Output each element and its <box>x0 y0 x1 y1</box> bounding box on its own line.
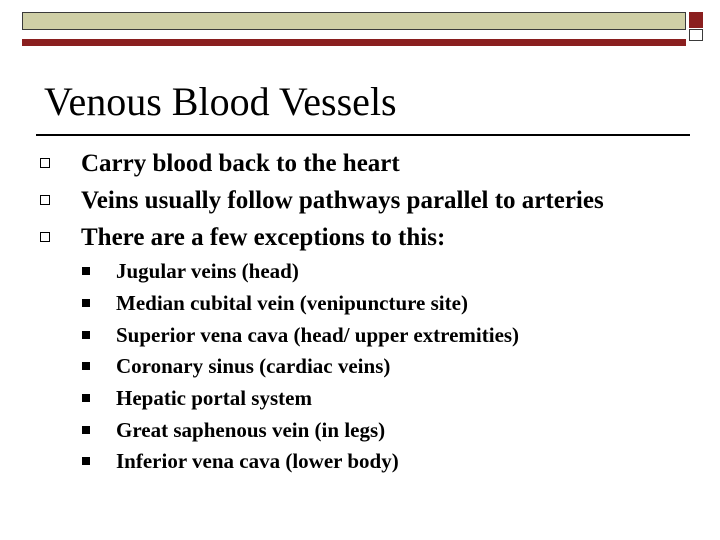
filled-square-icon <box>82 426 90 434</box>
bullet-item <box>0 183 720 219</box>
sub-bullet-item <box>0 255 720 287</box>
filled-square-icon <box>82 394 90 402</box>
header-decoration-band <box>22 12 686 40</box>
bullet-text: There are a few exceptions to this: <box>81 224 446 251</box>
filled-square-icon <box>82 457 90 465</box>
filled-square-icon <box>82 362 90 370</box>
sub-bullet-text: Great saphenous vein (in legs) <box>116 418 386 442</box>
sub-bullet-item <box>0 382 720 414</box>
sub-bullet-text: Median cubital vein (venipuncture site) <box>116 291 468 315</box>
sub-bullet-text: Hepatic portal system <box>116 386 312 410</box>
corner-red-square <box>689 12 703 28</box>
bullet-item <box>0 146 720 182</box>
sub-bullet-text: Superior vena cava (head/ upper extremities) <box>116 323 520 347</box>
filled-square-icon <box>82 331 90 339</box>
filled-square-icon <box>82 267 90 275</box>
hollow-square-icon <box>40 195 50 205</box>
sub-bullet-item <box>0 414 720 446</box>
bullet-text: Veins usually follow pathways parallel to arteries <box>81 187 604 214</box>
filled-square-icon <box>82 299 90 307</box>
hollow-square-icon <box>40 158 50 168</box>
sub-bullet-item <box>0 319 720 351</box>
header-khaki-bar <box>22 12 686 30</box>
slide-title: Venous Blood Vessels <box>44 79 397 124</box>
corner-decoration <box>689 12 705 42</box>
sub-bullet-text: Jugular veins (head) <box>116 259 299 283</box>
bullet-item <box>0 220 720 256</box>
sub-bullet-text: Coronary sinus (cardiac veins) <box>116 354 391 378</box>
sub-bullet-item <box>0 287 720 319</box>
hollow-square-icon <box>40 232 50 242</box>
sub-bullet-item <box>0 350 720 382</box>
bullet-text: Carry blood back to the heart <box>81 150 400 177</box>
sub-bullet-text: Inferior vena cava (lower body) <box>116 449 399 473</box>
corner-outline-square <box>689 29 703 41</box>
sub-bullet-item <box>0 445 720 477</box>
header-red-bar <box>22 39 686 46</box>
title-underline <box>36 134 690 136</box>
